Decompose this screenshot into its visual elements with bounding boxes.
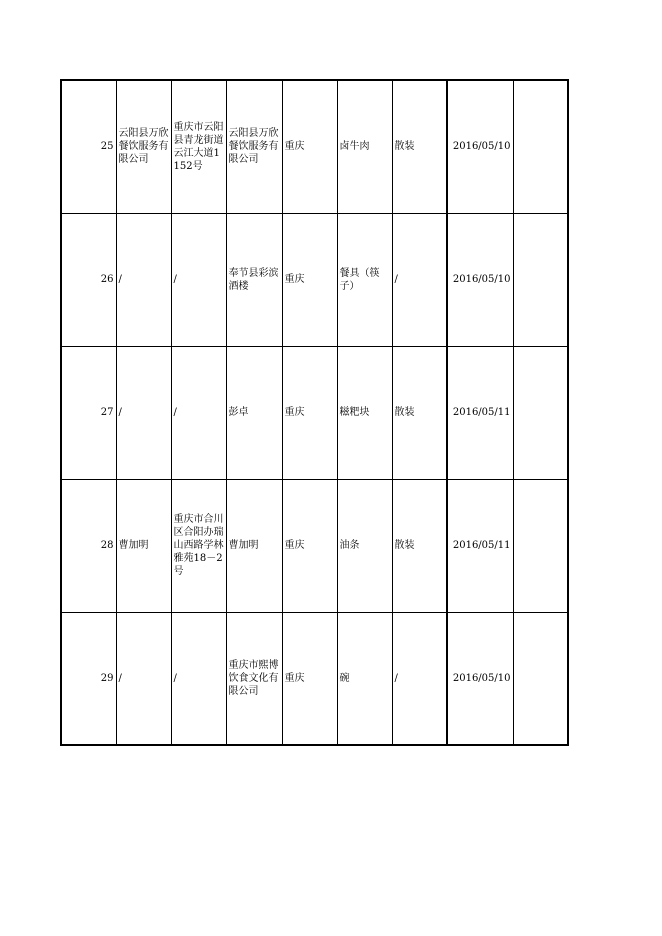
producer-name: 曹加明 (116, 479, 171, 612)
region: 重庆 (282, 213, 337, 346)
specification: / (392, 612, 447, 745)
specification: 散装 (392, 479, 447, 612)
extra-cell (513, 612, 568, 745)
specification: 散装 (392, 80, 447, 213)
table-row (61, 479, 568, 612)
region: 重庆 (282, 346, 337, 479)
region: 重庆 (282, 479, 337, 612)
sampled-unit: 彭卓 (226, 346, 282, 479)
date: 2016/05/10 (447, 612, 513, 745)
sample-name: 糍粑块 (337, 346, 392, 479)
table-row (61, 80, 568, 213)
sample-name: 碗 (337, 612, 392, 745)
producer-name: / (116, 612, 171, 745)
date: 2016/05/11 (447, 346, 513, 479)
date: 2016/05/10 (447, 213, 513, 346)
region: 重庆 (282, 80, 337, 213)
producer-name: / (116, 346, 171, 479)
producer-address: / (171, 346, 226, 479)
row-number: 25 (61, 80, 116, 213)
producer-name: / (116, 213, 171, 346)
sampled-unit: 重庆市熙博饮食文化有限公司 (226, 612, 282, 745)
table-row (61, 213, 568, 346)
sampled-unit: 曹加明 (226, 479, 282, 612)
date: 2016/05/11 (447, 479, 513, 612)
sample-name: 油条 (337, 479, 392, 612)
row-number: 28 (61, 479, 116, 612)
region: 重庆 (282, 612, 337, 745)
extra-cell (513, 346, 568, 479)
specification: / (392, 213, 447, 346)
producer-address: 重庆市云阳县青龙街道云江大道1152号 (171, 80, 226, 213)
specification: 散装 (392, 346, 447, 479)
row-number: 26 (61, 213, 116, 346)
table-row (61, 612, 568, 745)
sampled-unit: 奉节县彩滨酒楼 (226, 213, 282, 346)
producer-address: 重庆市合川区合阳办瑞山西路学林雅苑18－2号 (171, 479, 226, 612)
sampling-table (60, 79, 569, 746)
extra-cell (513, 213, 568, 346)
producer-address: / (171, 612, 226, 745)
sample-name: 卤牛肉 (337, 80, 392, 213)
row-number: 27 (61, 346, 116, 479)
extra-cell (513, 80, 568, 213)
row-number: 29 (61, 612, 116, 745)
producer-address: / (171, 213, 226, 346)
table-row (61, 346, 568, 479)
producer-name: 云阳县万欣餐饮服务有限公司 (116, 80, 171, 213)
date: 2016/05/10 (447, 80, 513, 213)
sampled-unit: 云阳县万欣餐饮服务有限公司 (226, 80, 282, 213)
sample-name: 餐具（筷子） (337, 213, 392, 346)
extra-cell (513, 479, 568, 612)
